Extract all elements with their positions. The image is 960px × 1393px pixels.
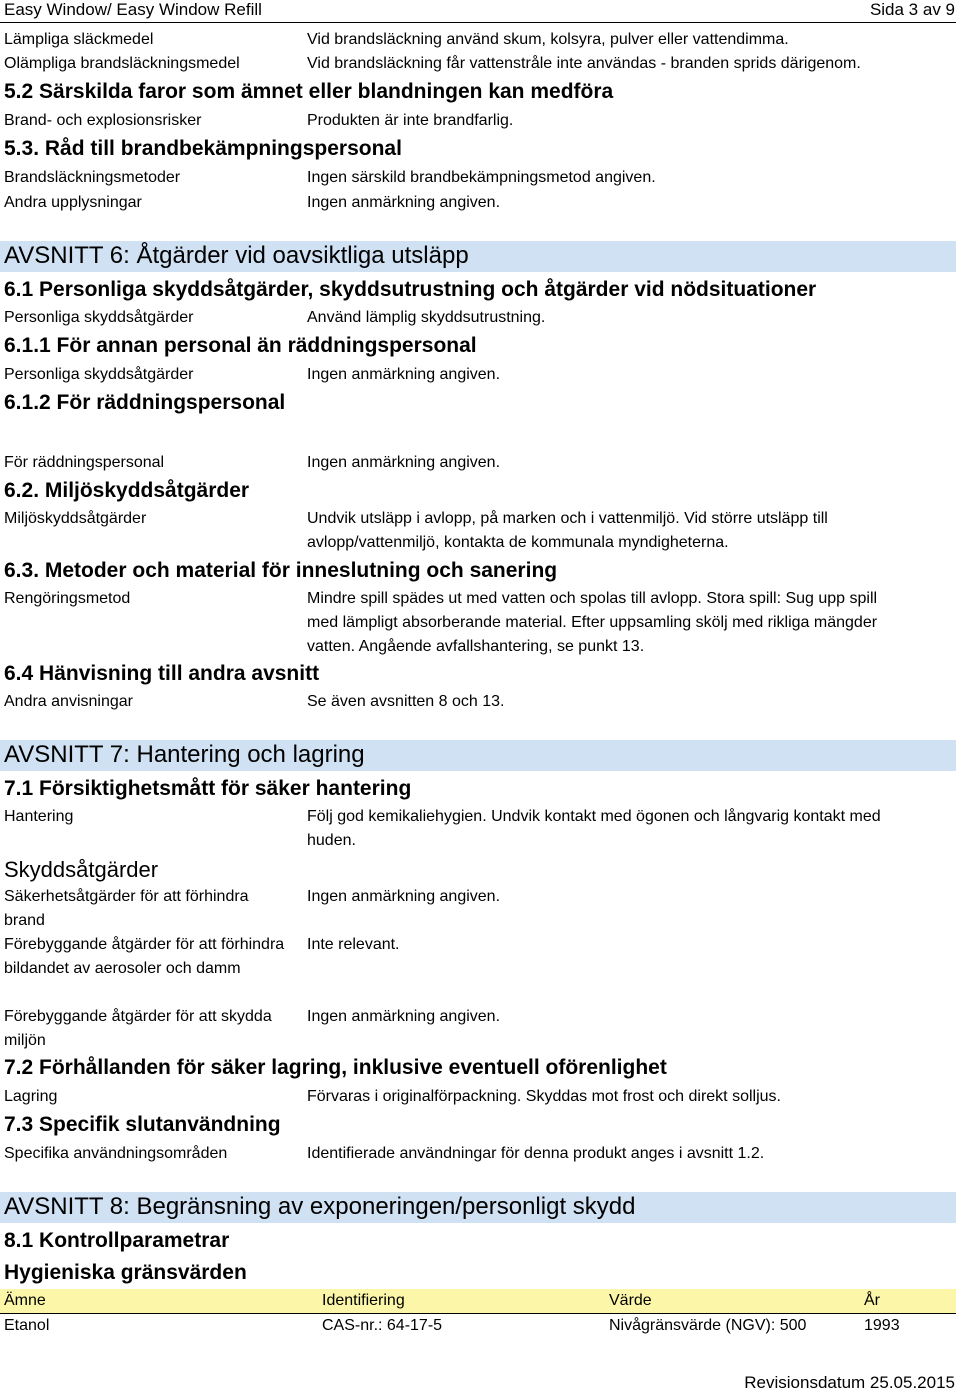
- row-value: Ingen särskild brandbekämpningsmetod angiven.: [307, 169, 656, 186]
- subsection-heading: 5.3. Råd till brandbekämpningspersonal: [4, 137, 402, 160]
- row-label: Andra upplysningar: [4, 194, 142, 211]
- row-label: Brandsläckningsmetoder: [4, 169, 181, 186]
- header-divider: [0, 22, 956, 23]
- table-header-cell: Ämne: [4, 1292, 46, 1309]
- table-header-cell: Värde: [609, 1292, 652, 1309]
- row-value: Produkten är inte brandfarlig.: [307, 112, 514, 129]
- subsection-heading: 5.2 Särskilda faror som ämnet eller blandningen kan medföra: [4, 80, 614, 103]
- table-cell: Etanol: [4, 1317, 50, 1334]
- row-value: Ingen anmärkning angiven.: [307, 454, 501, 471]
- row-value: Se även avsnitten 8 och 13.: [307, 693, 505, 710]
- row-value: Vid brandsläckning får vattenstråle inte användas - branden sprids därigenom.: [307, 55, 861, 72]
- row-label: Förebyggande åtgärder för att förhindra bildandet av aerosoler och damm: [4, 936, 285, 977]
- row-label: Miljöskyddsåtgärder: [4, 510, 147, 527]
- row-label: Personliga skyddsåtgärder: [4, 309, 194, 326]
- table-header-cell: År: [864, 1292, 880, 1309]
- section-band: [0, 1192, 956, 1223]
- subsection-heading: Hygieniska gränsvärden: [4, 1261, 247, 1284]
- page-number: Sida 3 av 9: [869, 0, 955, 19]
- row-label: Andra anvisningar: [4, 693, 133, 710]
- row-label: Lämpliga släckmedel: [4, 31, 154, 48]
- subsection-heading: 6.1.1 För annan personal än räddningspersonal: [4, 334, 477, 357]
- row-label: För räddningspersonal: [4, 454, 165, 471]
- revision-date: Revisionsdatum 25.05.2015: [744, 1373, 955, 1392]
- row-label: Specifika användningsområden: [4, 1145, 228, 1162]
- table-cell: Nivågränsvärde (NGV): 500: [609, 1317, 807, 1334]
- row-value: Mindre spill spädes ut med vatten och spolas till avlopp. Stora spill: Sug upp spill med lämpligt absorberande material. Efter uppsamling skölj med rikliga mängder vatten. Angående avfallshantering, se punkt 13.: [307, 590, 878, 655]
- section-title: AVSNITT 8: Begränsning av exponeringen/personligt skydd: [4, 1193, 636, 1220]
- row-label: Säkerhetsåtgärder för att förhindra brand: [4, 888, 249, 929]
- row-label: Olämpliga brandsläckningsmedel: [4, 55, 240, 72]
- row-value: Följ god kemikaliehygien. Undvik kontakt med ögonen och långvarig kontakt med huden.: [307, 808, 881, 849]
- row-label: Hantering: [4, 808, 74, 825]
- subsection-heading: 6.2. Miljöskyddsåtgärder: [4, 479, 250, 502]
- row-value: Använd lämplig skyddsutrustning.: [307, 309, 546, 326]
- subsection-heading: 8.1 Kontrollparametrar: [4, 1229, 230, 1252]
- row-value: Ingen anmärkning angiven.: [307, 194, 501, 211]
- subsection-heading: 6.1 Personliga skyddsåtgärder, skyddsutrustning och åtgärder vid nödsituationer: [4, 278, 817, 301]
- row-label: Rengöringsmetod: [4, 590, 131, 607]
- row-value: Inte relevant.: [307, 936, 400, 953]
- section-title: AVSNITT 7: Hantering och lagring: [4, 741, 365, 768]
- row-value: Förvaras i originalförpackning. Skyddas mot frost och direkt solljus.: [307, 1088, 781, 1105]
- row-value: Ingen anmärkning angiven.: [307, 366, 501, 383]
- subsection-heading: 7.2 Förhållanden för säker lagring, inklusive eventuell oförenlighet: [4, 1056, 667, 1079]
- row-value: Identifierade användningar för denna produkt anges i avsnitt 1.2.: [307, 1145, 765, 1162]
- subheading: Skyddsåtgärder: [4, 857, 159, 882]
- subsection-heading: 6.4 Hänvisning till andra avsnitt: [4, 662, 320, 685]
- section-title: AVSNITT 6: Åtgärder vid oavsiktliga utsläpp: [4, 242, 469, 269]
- table-header-row: [0, 1289, 956, 1313]
- row-label: Förebyggande åtgärder för att skydda miljön: [4, 1008, 272, 1049]
- table-header-rule: [0, 1313, 956, 1314]
- subsection-heading: 6.1.2 För räddningspersonal: [4, 391, 286, 414]
- document-title: Easy Window/ Easy Window Refill: [4, 0, 262, 19]
- subsection-heading: 7.3 Specifik slutanvändning: [4, 1113, 281, 1136]
- subsection-heading: 6.3. Metoder och material för inneslutning och sanering: [4, 559, 558, 582]
- section-band: [0, 241, 956, 272]
- row-value: Ingen anmärkning angiven.: [307, 1008, 501, 1025]
- row-value: Undvik utsläpp i avlopp, på marken och i vattenmiljö. Vid större utsläpp till avlopp/vattenmiljö, kontakta de kommunala myndigheterna.: [307, 510, 828, 551]
- row-value: Vid brandsläckning använd skum, kolsyra, pulver eller vattendimma.: [307, 31, 789, 48]
- table-cell: CAS-nr.: 64-17-5: [322, 1317, 443, 1334]
- row-value: Ingen anmärkning angiven.: [307, 888, 501, 905]
- subsection-heading: 7.1 Försiktighetsmått för säker hantering: [4, 777, 412, 800]
- table-header-cell: Identifiering: [322, 1292, 405, 1309]
- row-label: Personliga skyddsåtgärder: [4, 366, 194, 383]
- section-band: [0, 740, 956, 771]
- row-label: Brand- och explosionsrisker: [4, 112, 202, 129]
- row-label: Lagring: [4, 1088, 58, 1105]
- table-cell: 1993: [864, 1317, 900, 1334]
